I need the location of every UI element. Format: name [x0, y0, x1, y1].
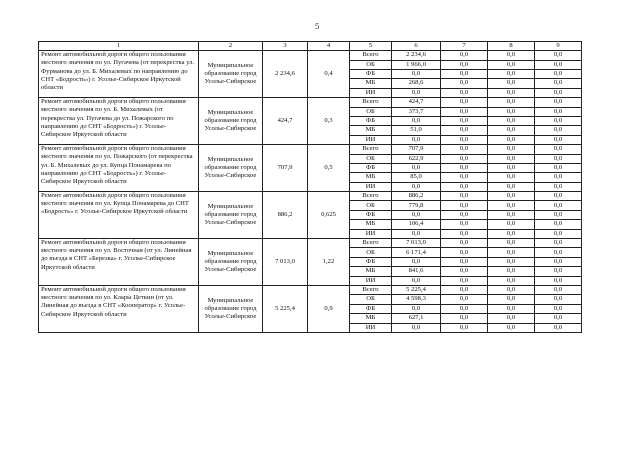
road-repair-table — [38, 41, 582, 333]
road-length-cell: 1,22 — [308, 239, 350, 286]
amount-cell: 0,0 — [488, 210, 535, 219]
amount-cell: 0,0 — [535, 88, 582, 97]
column-header: 9 — [535, 42, 582, 51]
amount-cell: 0,0 — [535, 220, 582, 229]
amount-cell: 0,0 — [535, 304, 582, 313]
funding-source-cell: ОБ — [350, 248, 392, 257]
amount-cell: 0,0 — [488, 98, 535, 107]
funding-source-cell: ИИ — [350, 135, 392, 144]
page-number: 5 — [315, 21, 320, 31]
funding-source-cell: МБ — [350, 126, 392, 135]
amount-cell: 0,0 — [488, 107, 535, 116]
road-length-cell: 0,9 — [308, 285, 350, 332]
amount-cell: 0,0 — [488, 239, 535, 248]
project-name-cell: Ремонт автомобильной дороги общего пользования местного значения по ул. Б. Михалевых (от перекрестка ул. Пугачева до ул. Пожарского по направлению до СНТ «Бодрость») г. Усолье-Сибирское Иркутской области — [39, 98, 199, 145]
amount-cell: 0,0 — [488, 79, 535, 88]
amount-cell: 0,0 — [441, 201, 488, 210]
organization-cell: Муниципальное образование город Усолье-Сибирское — [199, 145, 263, 192]
amount-cell: 0,0 — [488, 257, 535, 266]
organization-cell: Муниципальное образование город Усолье-Сибирское — [199, 51, 263, 98]
project-name-cell: Ремонт автомобильной дороги общего пользования местного значения по ул. Восточная (от ул. Линейная до въезда в СНТ «Березка» г. Усолье-Сибирское Иркутской области — [39, 239, 199, 286]
table-row — [39, 239, 582, 248]
amount-cell: 0,0 — [488, 145, 535, 154]
road-length-cell: 0,5 — [308, 145, 350, 192]
total-cost-cell: 5 225,4 — [263, 285, 308, 332]
amount-cell: 0,0 — [535, 201, 582, 210]
amount-cell: 4 598,3 — [392, 295, 441, 304]
project-name-cell: Ремонт автомобильной дороги общего пользования местного значения по ул. Пожарского (от перекрестка ул. Б. Михалевых до ул. Купца Понамарева по направлению до СНТ «Бодрость») г. Усолье-Сибирское Иркутской области — [39, 145, 199, 192]
amount-cell: 0,0 — [535, 126, 582, 135]
column-header: 3 — [263, 42, 308, 51]
amount-cell: 0,0 — [488, 276, 535, 285]
organization-cell: Муниципальное образование город Усолье-Сибирское — [199, 98, 263, 145]
amount-cell: 0,0 — [441, 116, 488, 125]
organization-cell: Муниципальное образование город Усолье-Сибирское — [199, 239, 263, 286]
amount-cell: 0,0 — [441, 323, 488, 332]
funding-source-cell: Всего — [350, 51, 392, 60]
column-header: 8 — [488, 42, 535, 51]
amount-cell: 0,0 — [535, 257, 582, 266]
amount-cell: 0,0 — [392, 323, 441, 332]
amount-cell: 0,0 — [441, 107, 488, 116]
amount-cell: 0,0 — [535, 98, 582, 107]
amount-cell: 0,0 — [441, 295, 488, 304]
table-row — [39, 285, 582, 294]
amount-cell: 0,0 — [488, 69, 535, 78]
column-header: 5 — [350, 42, 392, 51]
amount-cell: 5 225,4 — [392, 285, 441, 294]
amount-cell: 7 013,0 — [392, 239, 441, 248]
amount-cell: 0,0 — [441, 304, 488, 313]
amount-cell: 0,0 — [441, 98, 488, 107]
funding-source-cell: ФБ — [350, 163, 392, 172]
total-cost-cell: 886,2 — [263, 192, 308, 239]
total-cost-cell: 7 013,0 — [263, 239, 308, 286]
road-length-cell: 0,4 — [308, 51, 350, 98]
funding-source-cell: ОБ — [350, 201, 392, 210]
column-header: 2 — [199, 42, 263, 51]
funding-source-cell: ФБ — [350, 210, 392, 219]
amount-cell: 0,0 — [535, 182, 582, 191]
amount-cell: 622,9 — [392, 154, 441, 163]
amount-cell: 0,0 — [441, 267, 488, 276]
amount-cell: 0,0 — [488, 126, 535, 135]
amount-cell: 0,0 — [535, 69, 582, 78]
amount-cell: 0,0 — [441, 239, 488, 248]
amount-cell: 0,0 — [488, 182, 535, 191]
amount-cell: 0,0 — [488, 192, 535, 201]
funding-source-cell: МБ — [350, 314, 392, 323]
funding-source-cell: Всего — [350, 239, 392, 248]
amount-cell: 0,0 — [488, 295, 535, 304]
amount-cell: 0,0 — [441, 79, 488, 88]
amount-cell: 0,0 — [392, 163, 441, 172]
amount-cell: 51,0 — [392, 126, 441, 135]
amount-cell: 0,0 — [535, 229, 582, 238]
amount-cell: 0,0 — [535, 285, 582, 294]
amount-cell: 0,0 — [441, 276, 488, 285]
amount-cell: 0,0 — [535, 107, 582, 116]
amount-cell: 0,0 — [392, 135, 441, 144]
amount-cell: 0,0 — [441, 257, 488, 266]
funding-source-cell: Всего — [350, 192, 392, 201]
total-cost-cell: 2 234,6 — [263, 51, 308, 98]
amount-cell: 0,0 — [488, 88, 535, 97]
amount-cell: 0,0 — [488, 163, 535, 172]
amount-cell: 0,0 — [488, 201, 535, 210]
road-length-cell: 0,3 — [308, 98, 350, 145]
amount-cell: 0,0 — [392, 276, 441, 285]
amount-cell: 85,0 — [392, 173, 441, 182]
amount-cell: 0,0 — [535, 51, 582, 60]
amount-cell: 0,0 — [535, 60, 582, 69]
organization-cell: Муниципальное образование город Усолье-Сибирское — [199, 192, 263, 239]
funding-source-cell: ОБ — [350, 60, 392, 69]
funding-source-cell: Всего — [350, 145, 392, 154]
amount-cell: 0,0 — [441, 51, 488, 60]
column-header: 7 — [441, 42, 488, 51]
amount-cell: 0,0 — [488, 60, 535, 69]
amount-cell: 0,0 — [441, 314, 488, 323]
amount-cell: 0,0 — [488, 116, 535, 125]
amount-cell: 0,0 — [392, 116, 441, 125]
funding-source-cell: ФБ — [350, 116, 392, 125]
amount-cell: 0,0 — [441, 229, 488, 238]
organization-cell: Муниципальное образование город Усолье-Сибирское — [199, 285, 263, 332]
project-name-cell: Ремонт автомобильной дороги общего пользования местного значения по ул. Пугачева (от перекрестка ул. Фурманова до ул. Б. Михалевых по направлению до СНТ «Бодрость») г. Усолье-Сибирское Иркутской области — [39, 51, 199, 98]
table-row — [39, 98, 582, 107]
table-row — [39, 51, 582, 60]
amount-cell: 0,0 — [441, 210, 488, 219]
amount-cell: 0,0 — [488, 304, 535, 313]
amount-cell: 0,0 — [441, 126, 488, 135]
header-row — [39, 42, 582, 51]
total-cost-cell: 424,7 — [263, 98, 308, 145]
amount-cell: 268,6 — [392, 79, 441, 88]
amount-cell: 0,0 — [441, 285, 488, 294]
amount-cell: 0,0 — [488, 229, 535, 238]
amount-cell: 424,7 — [392, 98, 441, 107]
funding-source-cell: Всего — [350, 98, 392, 107]
funding-source-cell: ИИ — [350, 323, 392, 332]
total-cost-cell: 707,9 — [263, 145, 308, 192]
amount-cell: 0,0 — [441, 69, 488, 78]
funding-source-cell: МБ — [350, 79, 392, 88]
amount-cell: 0,0 — [535, 192, 582, 201]
column-header: 4 — [308, 42, 350, 51]
amount-cell: 886,2 — [392, 192, 441, 201]
amount-cell: 779,8 — [392, 201, 441, 210]
project-name-cell: Ремонт автомобильной дороги общего пользования местного значения по ул. Купца Понамарева до СНТ «Бодрость» г. Усолье-Сибирское Иркутской области — [39, 192, 199, 239]
funding-source-cell: МБ — [350, 173, 392, 182]
funding-source-cell: ФБ — [350, 69, 392, 78]
funding-source-cell: Всего — [350, 285, 392, 294]
column-header: 6 — [392, 42, 441, 51]
funding-source-cell: МБ — [350, 267, 392, 276]
amount-cell: 0,0 — [535, 323, 582, 332]
amount-cell: 0,0 — [392, 210, 441, 219]
amount-cell: 0,0 — [392, 304, 441, 313]
amount-cell: 0,0 — [441, 248, 488, 257]
amount-cell: 2 234,6 — [392, 51, 441, 60]
amount-cell: 0,0 — [441, 145, 488, 154]
amount-cell: 627,1 — [392, 314, 441, 323]
funding-source-cell: ОБ — [350, 295, 392, 304]
amount-cell: 0,0 — [488, 314, 535, 323]
amount-cell: 0,0 — [535, 116, 582, 125]
amount-cell: 0,0 — [441, 88, 488, 97]
funding-source-cell: ФБ — [350, 257, 392, 266]
amount-cell: 0,0 — [535, 163, 582, 172]
amount-cell: 0,0 — [441, 220, 488, 229]
amount-cell: 0,0 — [392, 88, 441, 97]
amount-cell: 0,0 — [441, 154, 488, 163]
amount-cell: 0,0 — [441, 182, 488, 191]
amount-cell: 0,0 — [488, 154, 535, 163]
funding-source-cell: ИИ — [350, 229, 392, 238]
amount-cell: 0,0 — [535, 210, 582, 219]
amount-cell: 0,0 — [392, 257, 441, 266]
amount-cell: 0,0 — [441, 163, 488, 172]
amount-cell: 0,0 — [441, 173, 488, 182]
amount-cell: 0,0 — [488, 135, 535, 144]
amount-cell: 0,0 — [535, 79, 582, 88]
project-name-cell: Ремонт автомобильной дороги общего пользования местного значения по ул. Клары Цеткин (от ул. Линейная до въезда в СНТ «Кооператор» г. Усолье-Сибирское Иркутской области — [39, 285, 199, 332]
amount-cell: 0,0 — [488, 51, 535, 60]
amount-cell: 0,0 — [535, 145, 582, 154]
amount-cell: 0,0 — [535, 267, 582, 276]
funding-source-cell: ИИ — [350, 182, 392, 191]
funding-source-cell: ОБ — [350, 107, 392, 116]
funding-source-cell: ОБ — [350, 154, 392, 163]
amount-cell: 0,0 — [535, 248, 582, 257]
amount-cell: 0,0 — [535, 314, 582, 323]
amount-cell: 0,0 — [535, 154, 582, 163]
amount-cell: 841,6 — [392, 267, 441, 276]
funding-source-cell: ФБ — [350, 304, 392, 313]
table-row — [39, 192, 582, 201]
amount-cell: 373,7 — [392, 107, 441, 116]
amount-cell: 0,0 — [535, 276, 582, 285]
amount-cell: 0,0 — [441, 192, 488, 201]
amount-cell: 707,9 — [392, 145, 441, 154]
amount-cell: 0,0 — [441, 60, 488, 69]
amount-cell: 0,0 — [488, 220, 535, 229]
amount-cell: 0,0 — [488, 173, 535, 182]
amount-cell: 106,4 — [392, 220, 441, 229]
amount-cell: 0,0 — [392, 69, 441, 78]
amount-cell: 6 171,4 — [392, 248, 441, 257]
amount-cell: 0,0 — [488, 285, 535, 294]
funding-source-cell: ИИ — [350, 88, 392, 97]
road-length-cell: 0,625 — [308, 192, 350, 239]
funding-source-cell: ИИ — [350, 276, 392, 285]
amount-cell: 0,0 — [392, 182, 441, 191]
amount-cell: 0,0 — [535, 239, 582, 248]
amount-cell: 0,0 — [535, 173, 582, 182]
amount-cell: 0,0 — [535, 135, 582, 144]
amount-cell: 0,0 — [535, 295, 582, 304]
column-header: 1 — [39, 42, 199, 51]
amount-cell: 0,0 — [392, 229, 441, 238]
funding-source-cell: МБ — [350, 220, 392, 229]
amount-cell: 0,0 — [488, 323, 535, 332]
amount-cell: 0,0 — [488, 267, 535, 276]
table-row — [39, 145, 582, 154]
amount-cell: 1 966,0 — [392, 60, 441, 69]
amount-cell: 0,0 — [441, 135, 488, 144]
amount-cell: 0,0 — [488, 248, 535, 257]
